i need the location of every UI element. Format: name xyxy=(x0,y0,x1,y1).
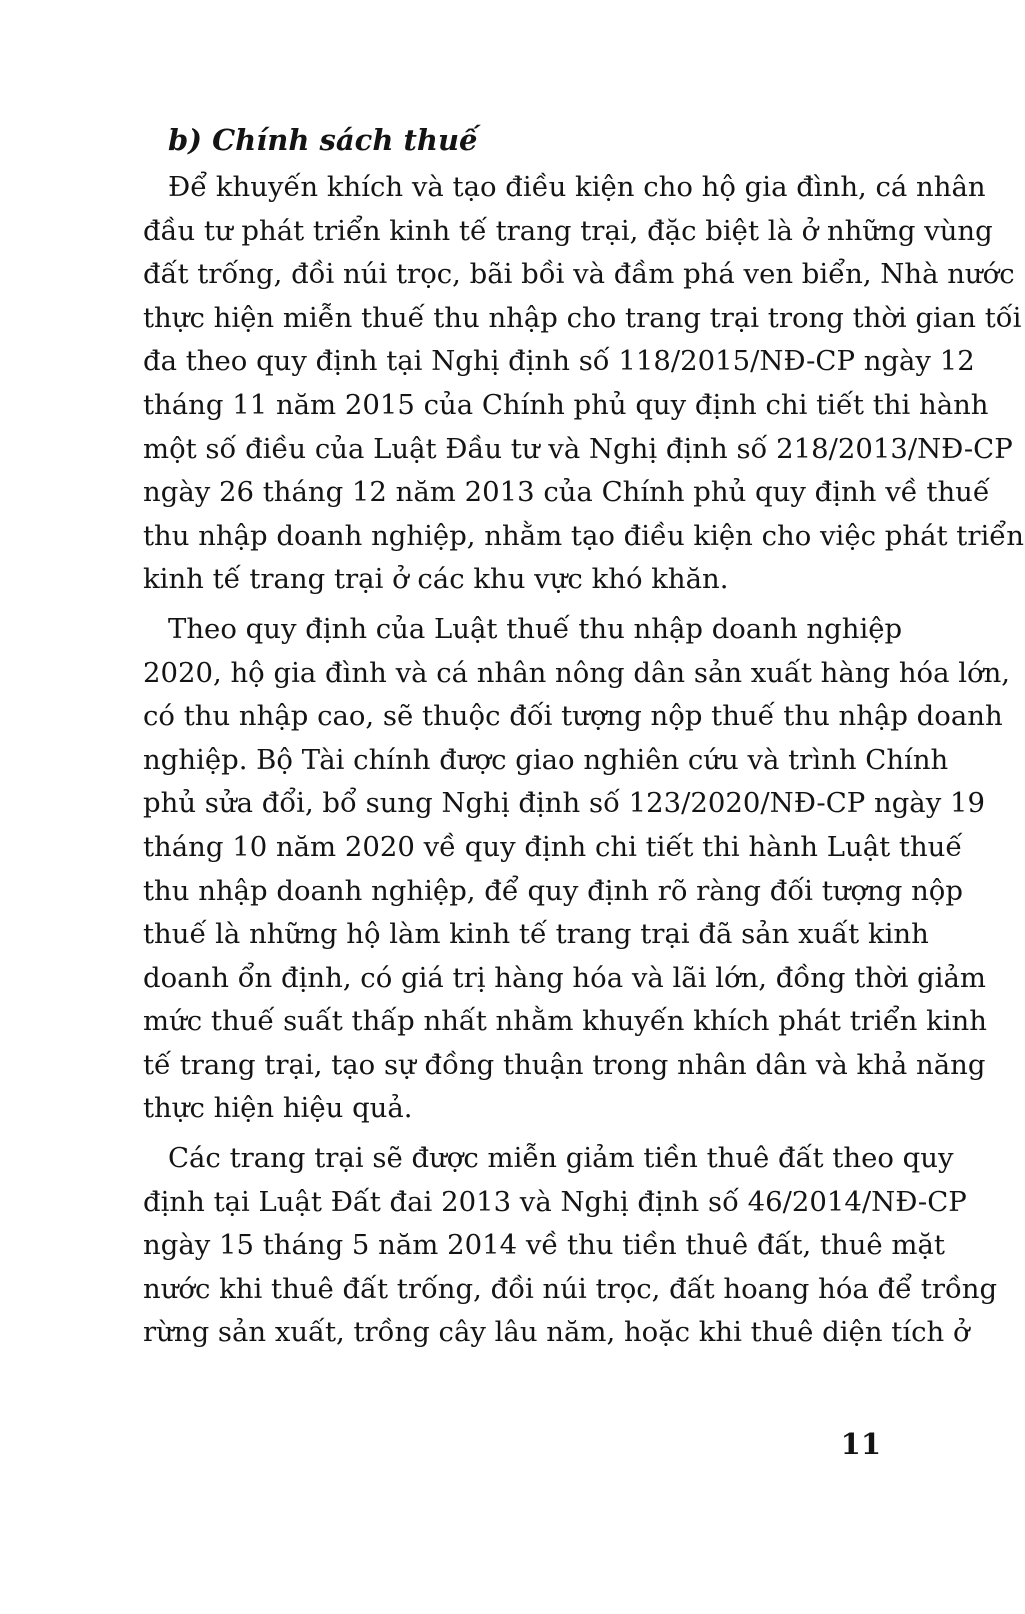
page-body xyxy=(143,118,1024,1361)
text-line: kinh tế trang trại ở các khu vực khó khăn. xyxy=(143,563,729,596)
text-line: đa theo quy định tại Nghị định số 118/2015/NĐ-CP ngày 12 xyxy=(143,345,975,378)
paragraph xyxy=(143,1137,998,1355)
text-line: thu nhập doanh nghiệp, nhằm tạo điều kiện cho việc phát triển xyxy=(143,519,1024,552)
text-line: tế trang trại, tạo sự đồng thuận trong nhân dân và khả năng xyxy=(143,1048,986,1081)
text-line: đất trống, đồi núi trọc, bãi bồi và đầm phá ven biển, Nhà nước xyxy=(143,258,1015,291)
text-line: phủ sửa đổi, bổ sung Nghị định số 123/2020/NĐ-CP ngày 19 xyxy=(143,787,985,820)
text-line: thực hiện miễn thuế thu nhập cho trang trại trong thời gian tối xyxy=(143,301,1022,334)
text-line: nước khi thuê đất trống, đồi núi trọc, đất hoang hóa để trồng xyxy=(143,1272,998,1305)
text-line: một số điều của Luật Đầu tư và Nghị định số 218/2013/NĐ-CP xyxy=(143,432,1013,465)
section-heading: b) Chính sách thuế xyxy=(168,123,478,157)
text-line: nghiệp. Bộ Tài chính được giao nghiên cứu và trình Chính xyxy=(143,743,949,776)
text-line: ngày 15 tháng 5 năm 2014 về thu tiền thuê đất, thuê mặt xyxy=(143,1229,945,1262)
paragraph xyxy=(143,166,1024,602)
text-line: tháng 11 năm 2015 của Chính phủ quy định chi tiết thi hành xyxy=(143,388,989,421)
text-line: tháng 10 năm 2020 về quy định chi tiết thi hành Luật thuế xyxy=(143,830,963,863)
text-line: đầu tư phát triển kinh tế trang trại, đặc biệt là ở những vùng xyxy=(143,214,993,247)
text-line: Để khuyến khích và tạo điều kiện cho hộ gia đình, cá nhân xyxy=(168,171,986,203)
text-line: Các trang trại sẽ được miễn giảm tiền thuê đất theo quy xyxy=(168,1142,954,1175)
text-line: ngày 26 tháng 12 năm 2013 của Chính phủ quy định về thuế xyxy=(143,476,990,509)
text-line: có thu nhập cao, sẽ thuộc đối tượng nộp thuế thu nhập doanh xyxy=(143,700,1003,733)
paragraph xyxy=(143,608,1011,1131)
text-line: mức thuế suất thấp nhất nhằm khuyến khích phát triển kinh xyxy=(143,1005,987,1038)
page-number: 11 xyxy=(840,1427,881,1461)
text-line: thuế là những hộ làm kinh tế trang trại đã sản xuất kinh xyxy=(143,918,929,951)
text-line: định tại Luật Đất đai 2013 và Nghị định số 46/2014/NĐ-CP xyxy=(143,1185,967,1218)
paragraphs xyxy=(143,166,1024,1355)
text-line: rừng sản xuất, trồng cây lâu năm, hoặc khi thuê diện tích ở xyxy=(143,1316,970,1349)
text-line: thực hiện hiệu quả. xyxy=(143,1092,413,1125)
text-line: doanh ổn định, có giá trị hàng hóa và lãi lớn, đồng thời giảm xyxy=(143,961,986,994)
text-line: 2020, hộ gia đình và cá nhân nông dân sản xuất hàng hóa lớn, xyxy=(143,656,1011,689)
text-line: thu nhập doanh nghiệp, để quy định rõ ràng đối tượng nộp xyxy=(143,874,963,907)
text-line: Theo quy định của Luật thuế thu nhập doanh nghiệp xyxy=(168,612,903,645)
